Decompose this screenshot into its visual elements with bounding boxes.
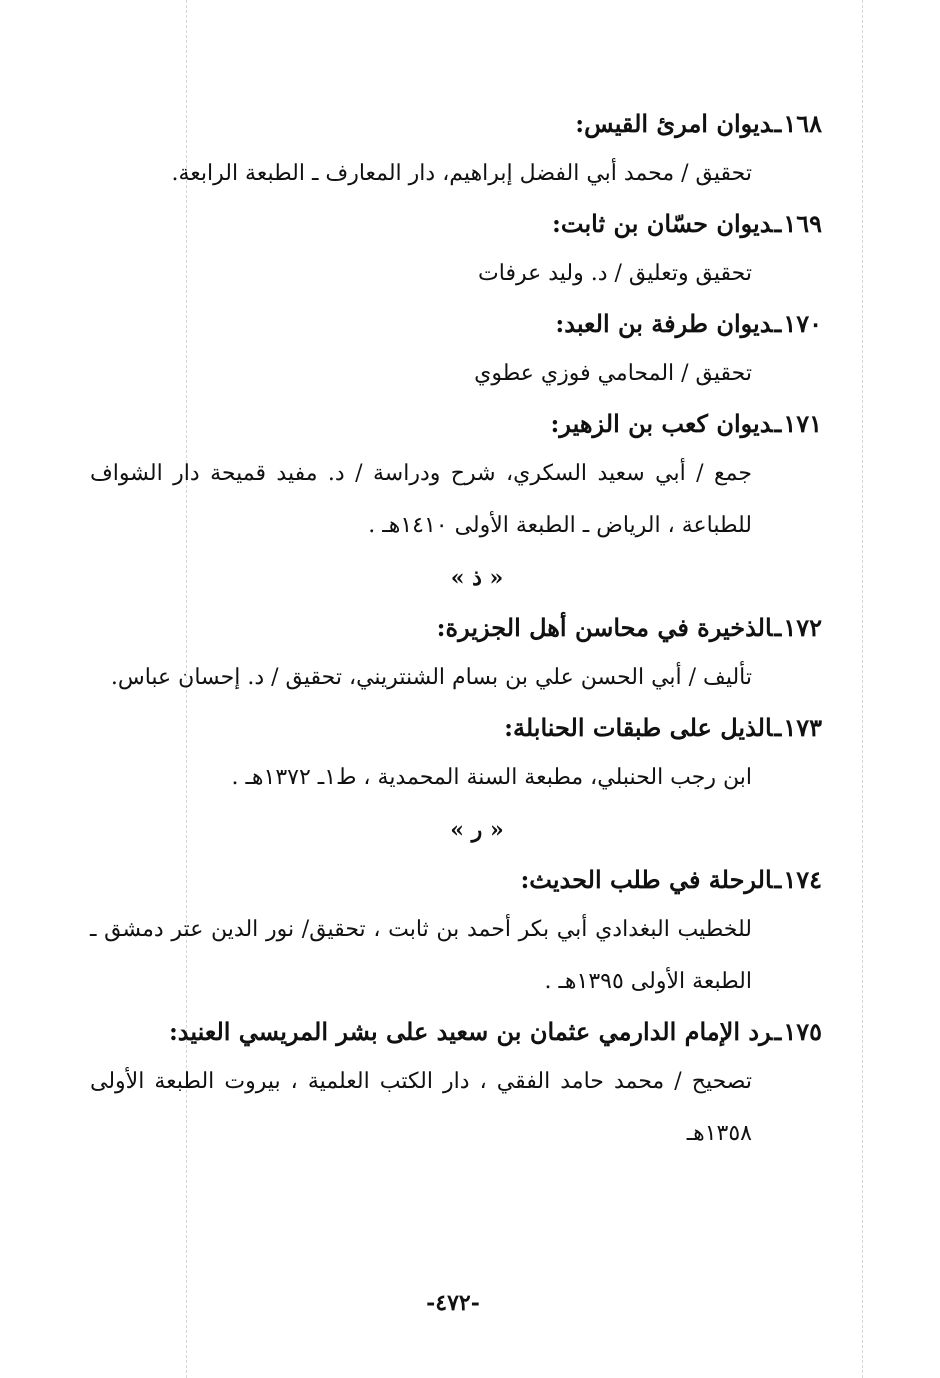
entry-detail: تحقيق / محمد أبي الفضل إبراهيم، دار المعارف ـ الطبعة الرابعة. [171, 161, 752, 186]
entry-title: الذخيرة في محاسن أهل الجزيرة: [436, 613, 773, 642]
page-number: -٤٧٢- [426, 1290, 480, 1316]
entry-number: ١٧٥ [783, 1017, 822, 1046]
entry-detail: جمع / أبي سعيد السكري، شرح ودراسة / د. مفيد قميحة دار الشواف للطباعة ، الرياض ـ الطبعة الأولى ١٤١٠هـ . [90, 461, 752, 538]
entry-title: رد الإمام الدارمي عثمان بن سعيد على بشر المريسي العنيد: [168, 1017, 773, 1046]
entry-heading: ١٧١ـديوان كعب بن الزهير: [550, 409, 822, 438]
entry-title: الرحلة في طلب الحديث: [520, 865, 773, 894]
entry-heading: ١٦٩ـديوان حسّان بن ثابت: [552, 209, 822, 238]
entry-title: الذيل على طبقات الحنابلة: [504, 713, 773, 742]
entry-number: ١٧٢ [783, 613, 822, 642]
entry-title: ديوان طرفة بن العبد: [555, 309, 773, 338]
entry-number: ١٧٤ [783, 865, 822, 894]
bibliography-list [90, 100, 822, 1160]
entry-title: ديوان حسّان بن ثابت: [552, 209, 773, 238]
entry-heading: ١٧٤ـالرحلة في طلب الحديث: [520, 865, 822, 894]
entry-detail: تحقيق وتعليق / د. وليد عرفات [478, 261, 752, 286]
scan-fold-line-right [862, 0, 863, 1378]
section-letter-heading: « ذ » [450, 565, 504, 591]
entry-heading: ١٧٠ـديوان طرفة بن العبد: [555, 309, 822, 338]
entry-heading: ١٧٢ـالذخيرة في محاسن أهل الجزيرة: [436, 613, 822, 642]
entry-detail: ابن رجب الحنبلي، مطبعة السنة المحمدية ، ط١ـ ١٣٧٢هـ . [231, 765, 752, 790]
entry-number: ١٦٨ [783, 109, 822, 138]
entry-detail: تأليف / أبي الحسن علي بن بسام الشنتريني، تحقيق / د. إحسان عباس. [110, 665, 752, 690]
entry-number: ١٧١ [783, 409, 822, 438]
entry-heading: ١٧٣ـالذيل على طبقات الحنابلة: [504, 713, 822, 742]
entry-number: ١٧٣ [783, 713, 822, 742]
entry-heading: ١٧٥ـرد الإمام الدارمي عثمان بن سعيد على بشر المريسي العنيد: [168, 1017, 822, 1046]
entry-number: ١٧٠ [783, 309, 822, 338]
section-letter-heading: « ر » [450, 817, 504, 843]
entry-detail: تصحيح / محمد حامد الفقي ، دار الكتب العلمية ، بيروت الطبعة الأولى ١٣٥٨هـ [90, 1069, 752, 1146]
entry-heading: ١٦٨ـديوان امرئ القيس: [575, 109, 822, 138]
entry-number: ١٦٩ [783, 209, 822, 238]
entry-title: ديوان كعب بن الزهير: [550, 409, 773, 438]
entry-detail: تحقيق / المحامي فوزي عطوي [474, 361, 752, 386]
entry-detail: للخطيب البغدادي أبي بكر أحمد بن ثابت ، تحقيق/ نور الدين عتر دمشق ـ الطبعة الأولى ١٣٩٥هـ . [90, 917, 752, 994]
entry-title: ديوان امرئ القيس: [575, 109, 773, 138]
